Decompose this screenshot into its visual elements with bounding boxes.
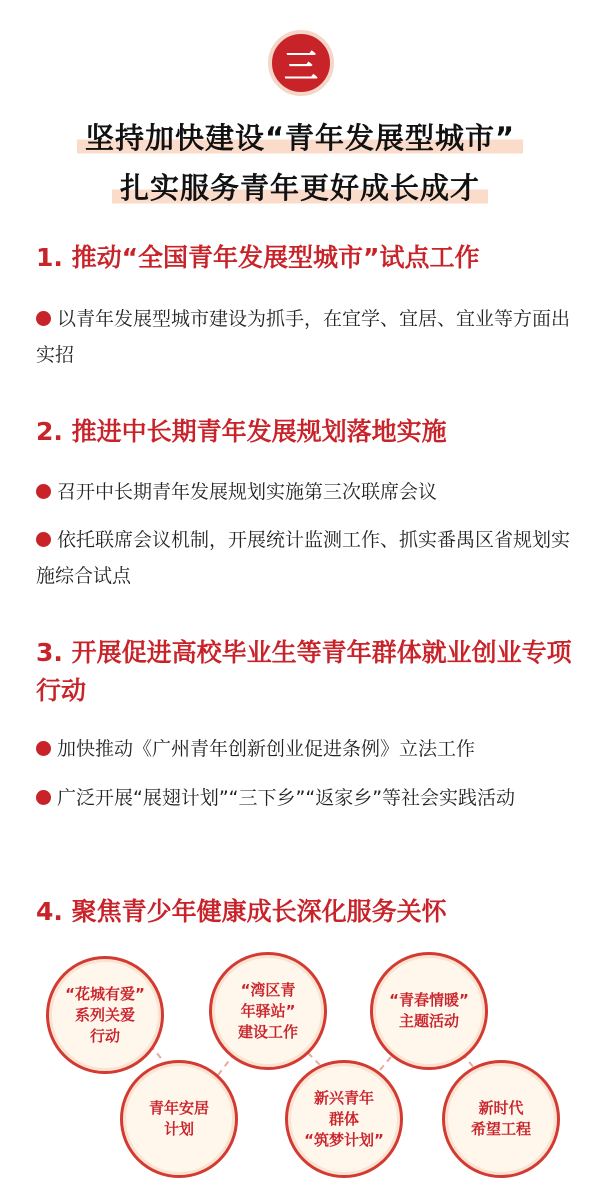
headline-line-1 xyxy=(0,116,600,157)
section-4-title: 4. 聚焦青少年健康成长深化服务关怀 xyxy=(36,897,447,926)
bullet-text: 以青年发展型城市建设为抓手，在宜学、宜居、宜业等方面出实招 xyxy=(36,308,571,366)
initiative-circle-5: “青春情暖” 主题活动 xyxy=(370,952,488,1070)
section-1-title: 1. 推动“全国青年发展型城市”试点工作 xyxy=(36,243,480,272)
headline-line-1-text: 坚持加快建设“青年发展型城市” xyxy=(77,121,523,155)
bullet-text: 加快推动《广州青年创新创业促进条例》立法工作 xyxy=(57,738,476,760)
section-2-title: 2. 推进中长期青年发展规划落地实施 xyxy=(36,417,447,446)
section-3-title: 3. 开展促进高校毕业生等青年群体就业创业专项行动 xyxy=(36,638,572,705)
initiative-circle-3: “湾区青 年驿站” 建设工作 xyxy=(209,952,327,1070)
bullet-text: 广泛开展“展翅计划”“三下乡”“返家乡”等社会实践活动 xyxy=(57,787,516,809)
bullet-text: 依托联席会议机制，开展统计监测工作、抓实番禺区省规划实施综合试点 xyxy=(36,529,571,587)
headline-line-2-text: 扎实服务青年更好成长成才 xyxy=(112,171,488,205)
initiative-circle-6: 新时代 希望工程 xyxy=(442,1060,560,1178)
initiative-circle-4: 新兴青年 群体 “筑梦计划” xyxy=(285,1060,403,1178)
initiative-circle-1: “花城有爱” 系列关爱 行动 xyxy=(46,956,164,1074)
bullet-text: 召开中长期青年发展规划实施第三次联席会议 xyxy=(57,481,438,503)
initiative-circle-2: 青年安居 计划 xyxy=(120,1060,238,1178)
section-number-badge: 三 xyxy=(268,30,334,96)
